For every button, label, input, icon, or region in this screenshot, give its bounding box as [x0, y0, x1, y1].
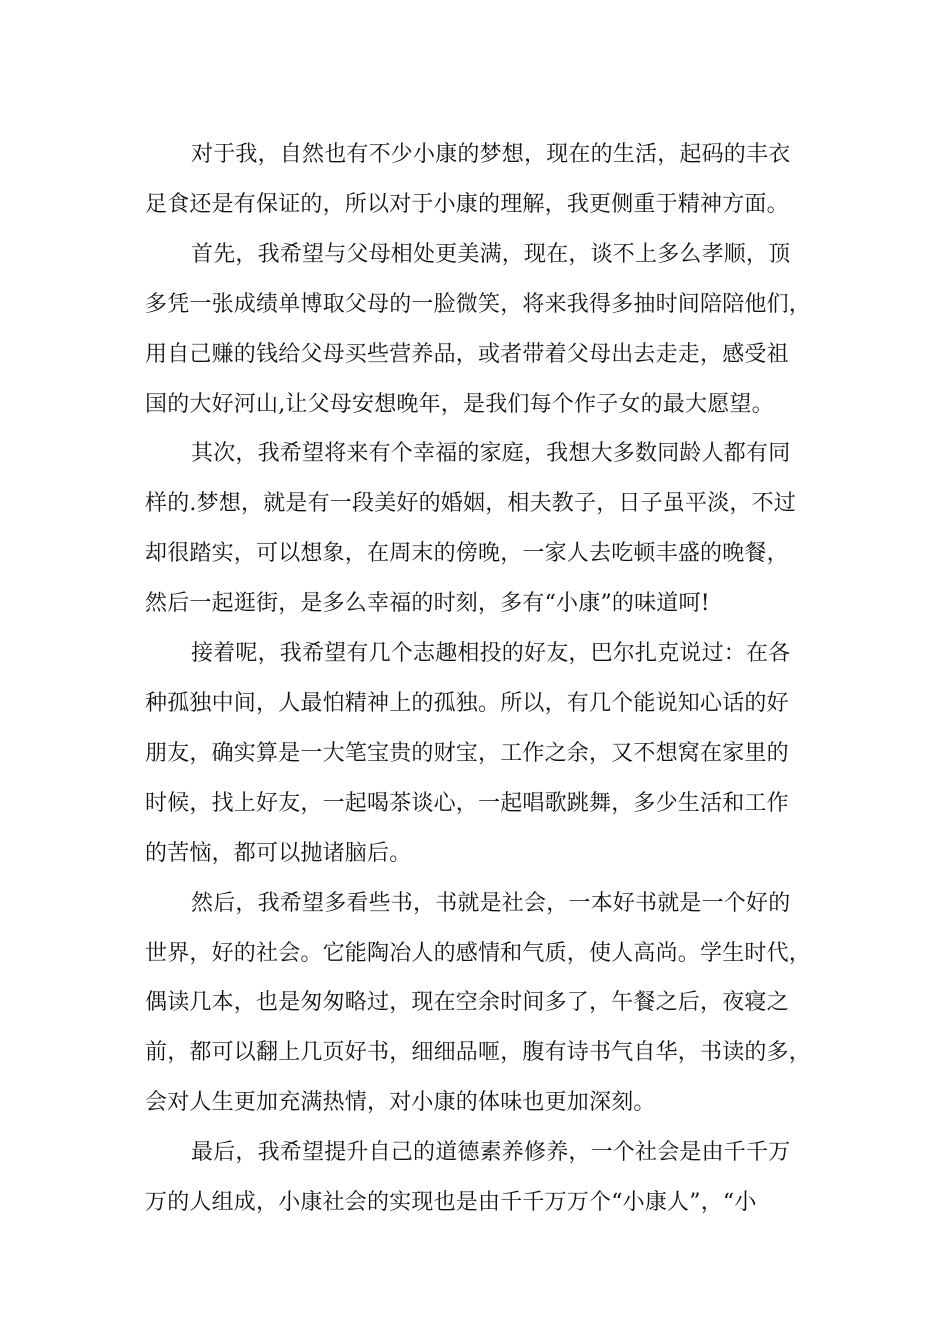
text-line: 对于我，自然也有不少小康的梦想，现在的生活，起码的丰衣	[191, 142, 791, 167]
text-line: 朋友，确实算是一大笔宝贵的财宝，工作之余，又不想窝在家里的	[145, 740, 789, 766]
text-line: 时候，找上好友，一起喝茶谈心，一起唱歌跳舞，多少生活和工作	[145, 790, 789, 816]
text-line: 其次，我希望将来有个幸福的家庭，我想大多数同龄人都有同	[191, 441, 791, 467]
text-line: 种孤独中间，人最怕精神上的孤独。所以，有几个能说知心话的好	[145, 690, 789, 716]
text-line: 多凭一张成绩单博取父母的一脸微笑，将来我得多抽时间陪陪他们，	[145, 291, 812, 317]
text-line: 国的大好河山,让父母安想晚年，是我们每个作子女的最大愿望。	[145, 391, 774, 417]
text-line: 世界，好的社会。它能陶冶人的感情和气质，使人高尚。学生时代，	[145, 940, 812, 966]
text-line: 万的人组成，小康社会的实现也是由千千万万个“小康人”，“小	[145, 1190, 757, 1216]
text-line: 然后一起逛街，是多么幸福的时刻，多有“小康”的味道呵!	[145, 591, 710, 617]
text-line: 却很踏实，可以想象，在周末的傍晚，一家人去吃顿丰盛的晚餐，	[145, 541, 789, 567]
text-line: 最后，我希望提升自己的道德素养修养，一个社会是由千千万	[191, 1140, 791, 1166]
text-line: 接着呢，我希望有几个志趣相投的好友，巴尔扎克说过：在各	[191, 641, 791, 667]
text-line: 用自己赚的钱给父母买些营养品，或者带着父母出去走走，感受祖	[145, 341, 789, 367]
text-line: 然后，我希望多看些书，书就是社会，一本好书就是一个好的	[191, 890, 791, 916]
text-line: 前，都可以翻上几页好书，细细品咂，腹有诗书气自华，书读的多，	[145, 1040, 812, 1066]
text-line: 的苦恼，都可以抛诸脑后。	[145, 840, 412, 866]
text-line: 会对人生更加充满热情，对小康的体味也更加深刻。	[145, 1090, 656, 1116]
text-line: 足食还是有保证的，所以对于小康的理解，我更侧重于精神方面。	[145, 191, 789, 217]
text-line: 首先，我希望与父母相处更美满，现在，谈不上多么孝顺，顶	[191, 241, 791, 267]
text-line: 偶读几本，也是匆匆略过，现在空余时间多了，午餐之后，夜寝之	[145, 990, 789, 1016]
text-line: 样的.梦想，就是有一段美好的婚姻，相夫教子，日子虽平淡，不过	[145, 491, 796, 517]
essay-body	[145, 130, 825, 1228]
